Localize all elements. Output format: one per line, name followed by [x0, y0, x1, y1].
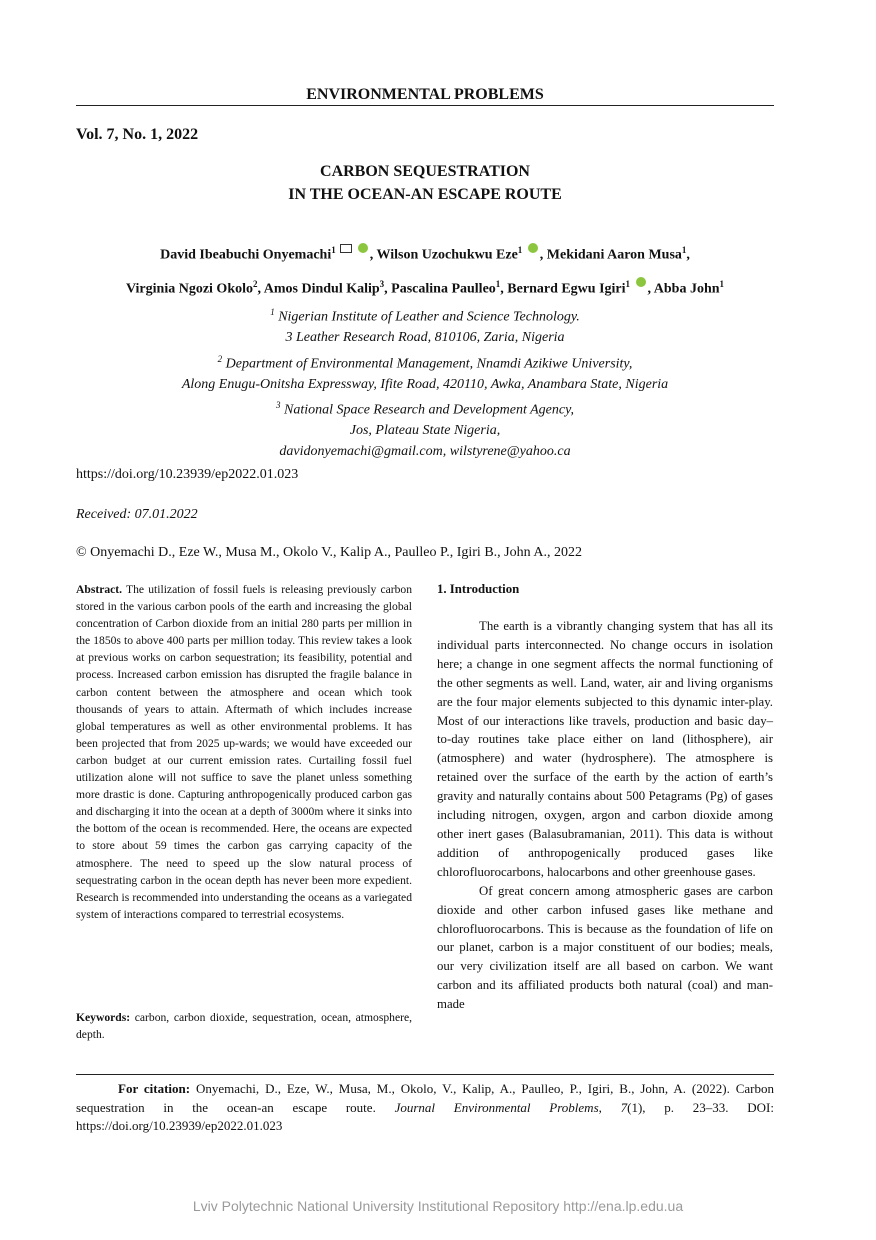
- section-heading: 1. Introduction: [437, 582, 520, 596]
- orcid-icon[interactable]: [528, 243, 538, 253]
- volume-info: Vol. 7, No. 1, 2022: [76, 126, 199, 143]
- author-emails[interactable]: davidonyemachi@gmail.com, wilstyrene@yahoo.ca: [279, 443, 571, 459]
- journal-name: ENVIRONMENTAL PROBLEMS: [306, 86, 544, 103]
- affiliations: $^1$ Nigerian Institute of Leather and Science Technology. 3 Leather Research Road, 810106, Zaria, Nigeria $^2$ Department of Environmental Management, Nnamdi Azikiwe University, Along Enugu-Onitsha Expressway, Ifite Road, 420110, Awka, Anambara State, Nigeria $^3$ National Space Research and Development Agency, Jos, Plateau State Nigeria, davidonyemachi@gmail.com, wilstyrene@yahoo.ca: [76, 302, 774, 462]
- introduction-body: The earth is a vibrantly changing system that has all its individual parts interconnected. No change occurs in isolation here; a change in one segment affects the normal functioning of the other segments as well. Land, water, air and living organisms are the four major elements subjected to this dynamic inter-play. Most of our interactions like travels, production and basic day–to-day routines take place either on land (lithosphere), air (atmosphere) and water (hydrosphere). The atmosphere is retained over the surface of the earth by the action of earth’s gravity and naturally contains about 500 Petagrams (Pg) of gases including nitrogen, oxygen, argon and carbon dioxide among other inert gases (Balasubramanian, 2011). This data is without addition of anthropogenically produced gases like chlorofluorocarbons, halocarbons and other greenhouse gases. Of great concern among atmospheric gases are carbon dioxide and other carbon infused gases like methane and chlorofluorocarbons. This is because as the foundation of life on our planet, carbon is a major constituent of our bodies; meals, our very civilization itself are all based on carbon. We want carbon and its affiliated products both natural (coal) and man-made: [437, 619, 773, 1012]
- doi-link[interactable]: https://doi.org/10.23939/ep2022.01.023: [76, 467, 299, 482]
- copyright: © Onyemachi D., Eze W., Musa M., Okolo V., Kalip A., Paulleo P., Igiri B., John A., 2022: [76, 545, 582, 560]
- email-icon[interactable]: [340, 244, 352, 253]
- received-date: Received: 07.01.2022: [76, 507, 198, 522]
- author-list: David Ibeabuchi Onyemachi$^1$ , Wilson Uzochukwu Eze$^1$ , Mekidani Aaron Musa$^1$, Virginia Ngozi Okolo$^2$, Amos Dindul Kalip$^3$, Pascalina Paulleo$^1$, Bernard Egwu Igiri$^1$ , Abba John$^1$: [125, 245, 725, 297]
- citation-block: For citation: Onyemachi, D., Eze, W., Musa, M., Okolo, V., Kalip, A., Paulleo, P., Igiri, B., John, A. (2022). Carbon sequestration in the ocean-an escape route. Journal Environmental Problems, 7(1), p. 23–33. DOI: https://doi.org/10.23939/ep2022.01.023: [76, 1081, 774, 1133]
- abstract: Abstract. The utilization of fossil fuels is releasing previously carbon stored in the various carbon pools of the earth and increasing the global concentration of Carbon dioxide from an initial 280 parts per million in the 1850s to above 400 parts per million today. This review takes a look at previous works on carbon sequestration; its feasibility, potential and process. Increased carbon emission has disrupted the fragile balance in carbon content between the atmosphere and ocean which took thousands of years to attain. Aftermath of which includes increase global temperatures as well as other environmental problems. It has been projected that from 2025 up-wards; we would have exceeded our carbon budget at our current emission rates. Curtailing fossil fuel utilization alone will not suffice to save the planet unless something more drastic is done. Capturing anthropogenically produced carbon gas and discharging it into the ocean at a depth of 3000m where it sinks into the bottom of the ocean is recommended. Here, the oceans are expected to store about 59 times the carbon gas carrying capacity of the atmosphere. The need to speed up the slow natural process of sequestrating carbon in the ocean depth has never been more expedient. Research is recommended into understanding the oceans as a variegated system of interactions compared to terrestrial ecosystems.: [76, 583, 412, 921]
- citation-rule: [76, 1074, 774, 1075]
- header-rule: [76, 105, 774, 106]
- repository-footer: Lviv Polytechnic National University Institutional Repository http://ena.lp.edu.ua: [192, 1198, 684, 1214]
- orcid-icon[interactable]: [636, 277, 646, 287]
- paper-title: CARBON SEQUESTRATION IN THE OCEAN-AN ESCAPE ROUTE: [288, 163, 562, 203]
- orcid-icon[interactable]: [358, 243, 368, 253]
- keywords: Keywords: carbon, carbon dioxide, sequestration, ocean, atmosphere, depth.: [76, 1011, 412, 1042]
